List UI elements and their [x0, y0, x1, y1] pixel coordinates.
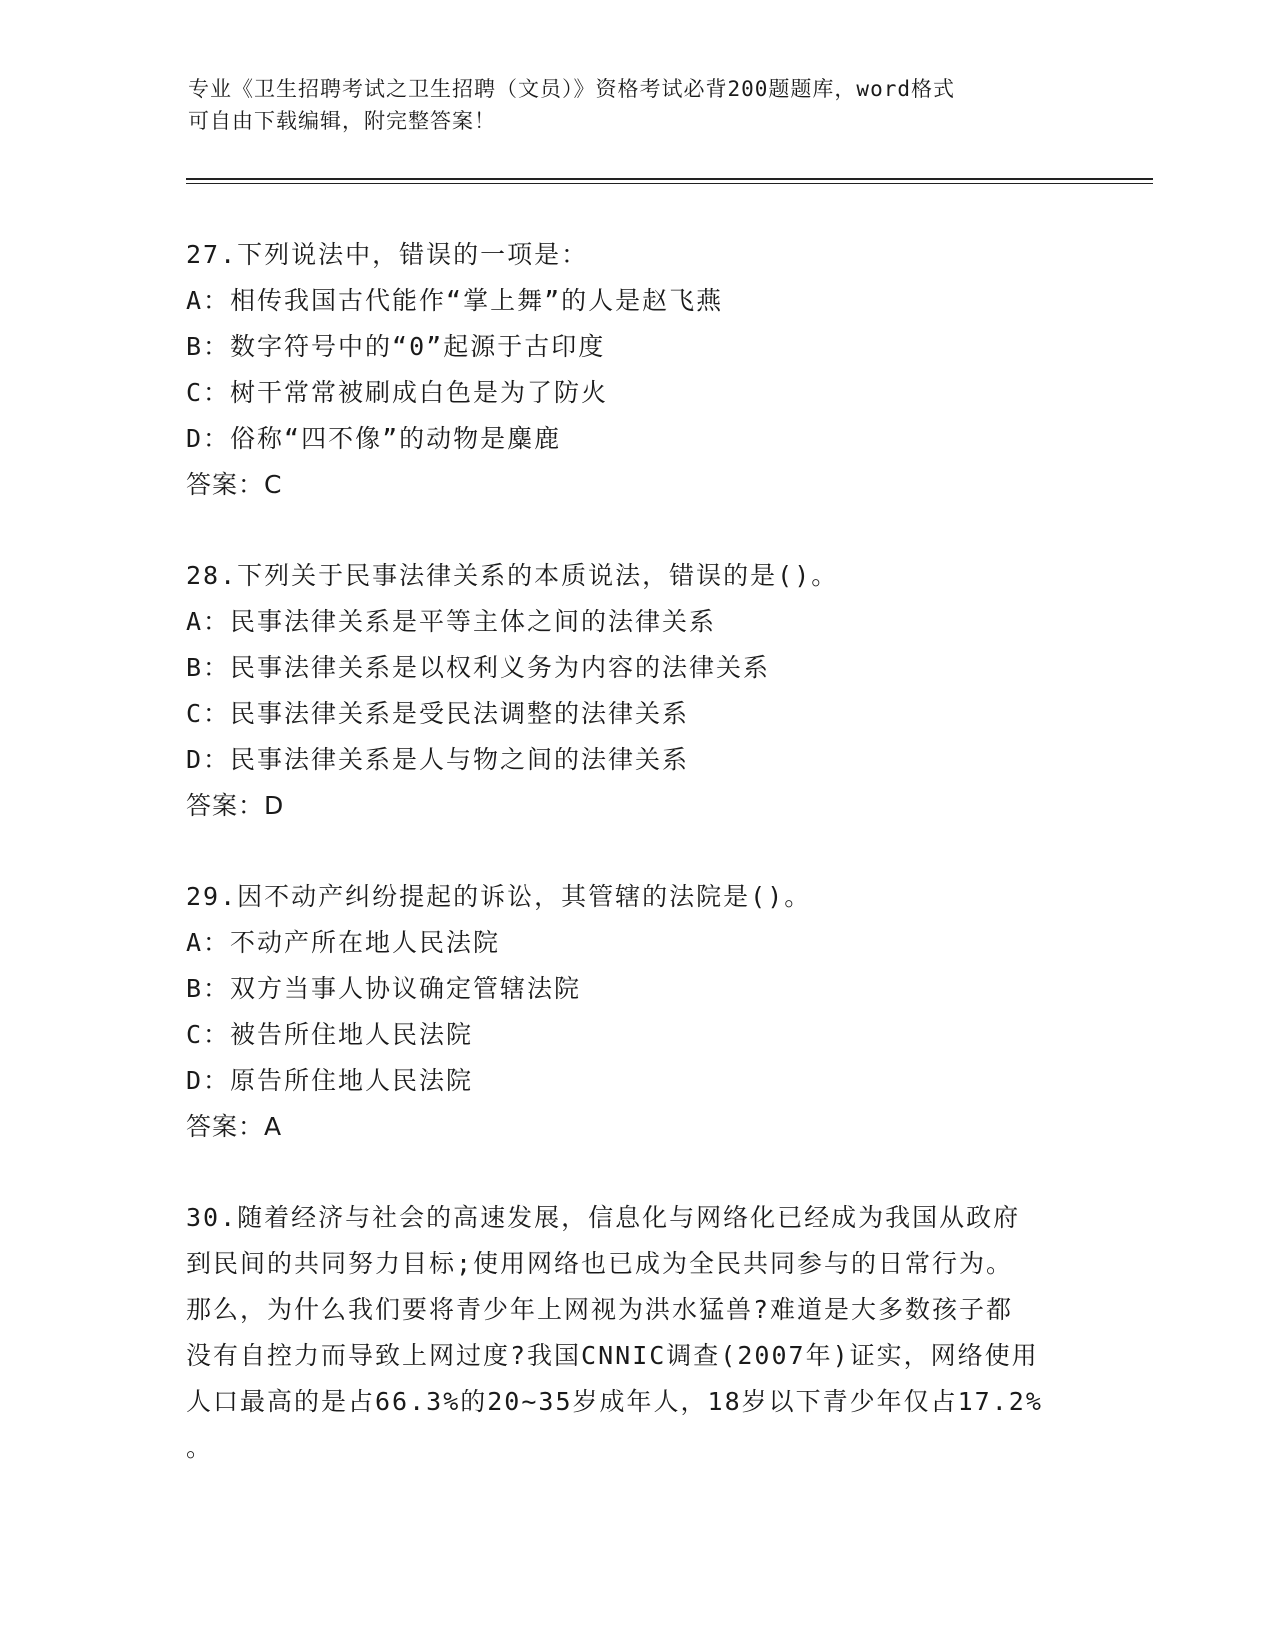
option-a: A：相传我国古代能作“掌上舞”的人是赵飞燕 [186, 286, 724, 315]
answer-label: 答案：C [186, 470, 283, 499]
question-stem-line: 到民间的共同努力目标;使用网络也已成为全民共同参与的日常行为。 [186, 1249, 1014, 1278]
header-line-2: 可自由下载编辑，附完整答案！ [188, 109, 496, 133]
answer-label: 答案：D [186, 791, 285, 820]
option-b: B：双方当事人协议确定管辖法院 [186, 974, 582, 1003]
question-27 [186, 232, 1086, 508]
option-b: B：民事法律关系是以权利义务为内容的法律关系 [186, 653, 771, 682]
option-b: B：数字符号中的“0”起源于古印度 [186, 332, 606, 361]
question-list [186, 232, 1086, 1516]
answer-label: 答案：A [186, 1112, 283, 1141]
header-rule-thin [186, 183, 1153, 184]
header-line-1: 专业《卫生招聘考试之卫生招聘（文员）》资格考试必背200题题库，word格式 [188, 77, 955, 101]
question-stem-line: 30.随着经济与社会的高速发展，信息化与网络化已经成为我国从政府 [186, 1203, 1021, 1232]
question-stem-line: 那么，为什么我们要将青少年上网视为洪水猛兽?难道是大多数孩子都 [186, 1295, 1014, 1324]
option-d: D：民事法律关系是人与物之间的法律关系 [186, 745, 690, 774]
question-29 [186, 874, 1086, 1150]
option-d: D：原告所住地人民法院 [186, 1066, 474, 1095]
option-d: D：俗称“四不像”的动物是麋鹿 [186, 424, 562, 453]
option-c: C：树干常常被刷成白色是为了防火 [186, 378, 609, 407]
question-stem: 29.因不动产纠纷提起的诉讼，其管辖的法院是()。 [186, 882, 812, 911]
question-stem: 28.下列关于民事法律关系的本质说法，错误的是()。 [186, 561, 839, 590]
question-stem-line: 。 [186, 1433, 214, 1462]
question-stem: 27.下列说法中，错误的一项是： [186, 240, 589, 269]
option-a: A：不动产所在地人民法院 [186, 928, 501, 957]
document-header [188, 73, 1088, 137]
option-c: C：民事法律关系是受民法调整的法律关系 [186, 699, 690, 728]
question-30 [186, 1195, 1086, 1471]
option-a: A：民事法律关系是平等主体之间的法律关系 [186, 607, 717, 636]
question-28 [186, 553, 1086, 829]
question-stem-line: 没有自控力而导致上网过度?我国CNNIC调查(2007年)证实，网络使用 [186, 1341, 1039, 1370]
option-c: C：被告所住地人民法院 [186, 1020, 474, 1049]
header-rule-thick [186, 178, 1153, 180]
question-stem-line: 人口最高的是占66.3%的20~35岁成年人，18岁以下青少年仅占17.2% [186, 1387, 1043, 1416]
